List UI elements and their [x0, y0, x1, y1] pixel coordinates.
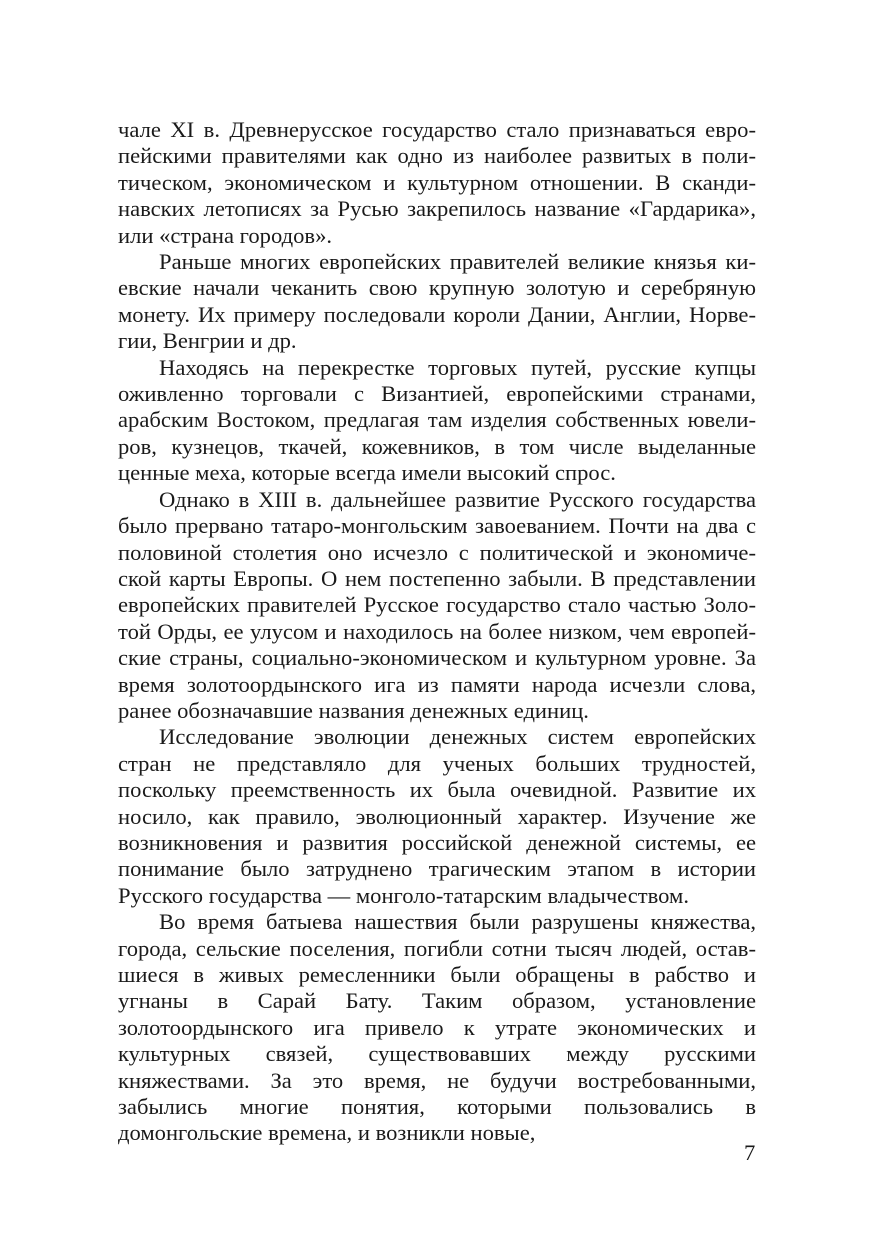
paragraph-2: Раньше многих европейских правителей великие князья киевские начали чеканить свою крупную золотую и серебряную монету. Их примеру последовали короли Дании, Англии, Норвегии, Венгрии и др.: [118, 249, 756, 354]
paragraph-1: чале XI в. Древнерусское государство стало признаваться европейскими правителями как одно из наиболее развитых в политическом, экономическом и культурном отношении. В скандинавских летописях за Русью закрепилось название «Гардарика», или «страна городов».: [118, 117, 756, 248]
paragraph-3: Находясь на перекрестке торговых путей, русские купцы оживленно торговали с Византией, европейскими странами, арабским Востоком, предлагая там изделия собственных ювелиров, кузнецов, ткачей, кожевников, в том числе выделанные ценные меха, которые всегда имели высокий спрос.: [118, 354, 756, 486]
paragraph-6: Во время батыева нашествия были разрушены княжества, города, сельские поселения, погибли сотни тысяч людей, оставшиеся в живых ремесленники были обращены в рабство и угнаны в Сарай Бату. Таким образом, установление золотоордынского ига привело к утрате экономических и культурных связей, существовавших между русскими княжествами. За это время, не будучи востребованными, забылись многие понятия, которыми пользовались в домонгольские времена, и возникли новые,: [118, 909, 756, 1146]
body-text: [118, 117, 756, 1147]
paragraph-4: Однако в XIII в. дальнейшее развитие Русского государства было прервано татаро-монгольским завоеванием. Почти на два с половиной столетия оно исчезло с политической и экономической карты Европы. О нем постепенно забыли. В представлении европейских правителей Русское государство стало частью Золотой Орды, ее улусом и находилось на более низком, чем европейские страны, социально-экономическом и культурном уровне. За время золотоордынского ига из памяти народа исчезли слова, ранее обозначавшие названия денежных единиц.: [118, 486, 756, 723]
page-number: 7: [744, 1140, 756, 1165]
paragraph-5: Исследование эволюции денежных систем европейских стран не представляло для ученых больших трудностей, поскольку преемственность их была очевидной. Развитие их носило, как правило, эволюционный характер. Изучение же возникновения и развития российской денежной системы, ее понимание было затруднено трагическим этапом в истории Русского государства — монголо-татарским владычеством.: [118, 724, 756, 908]
